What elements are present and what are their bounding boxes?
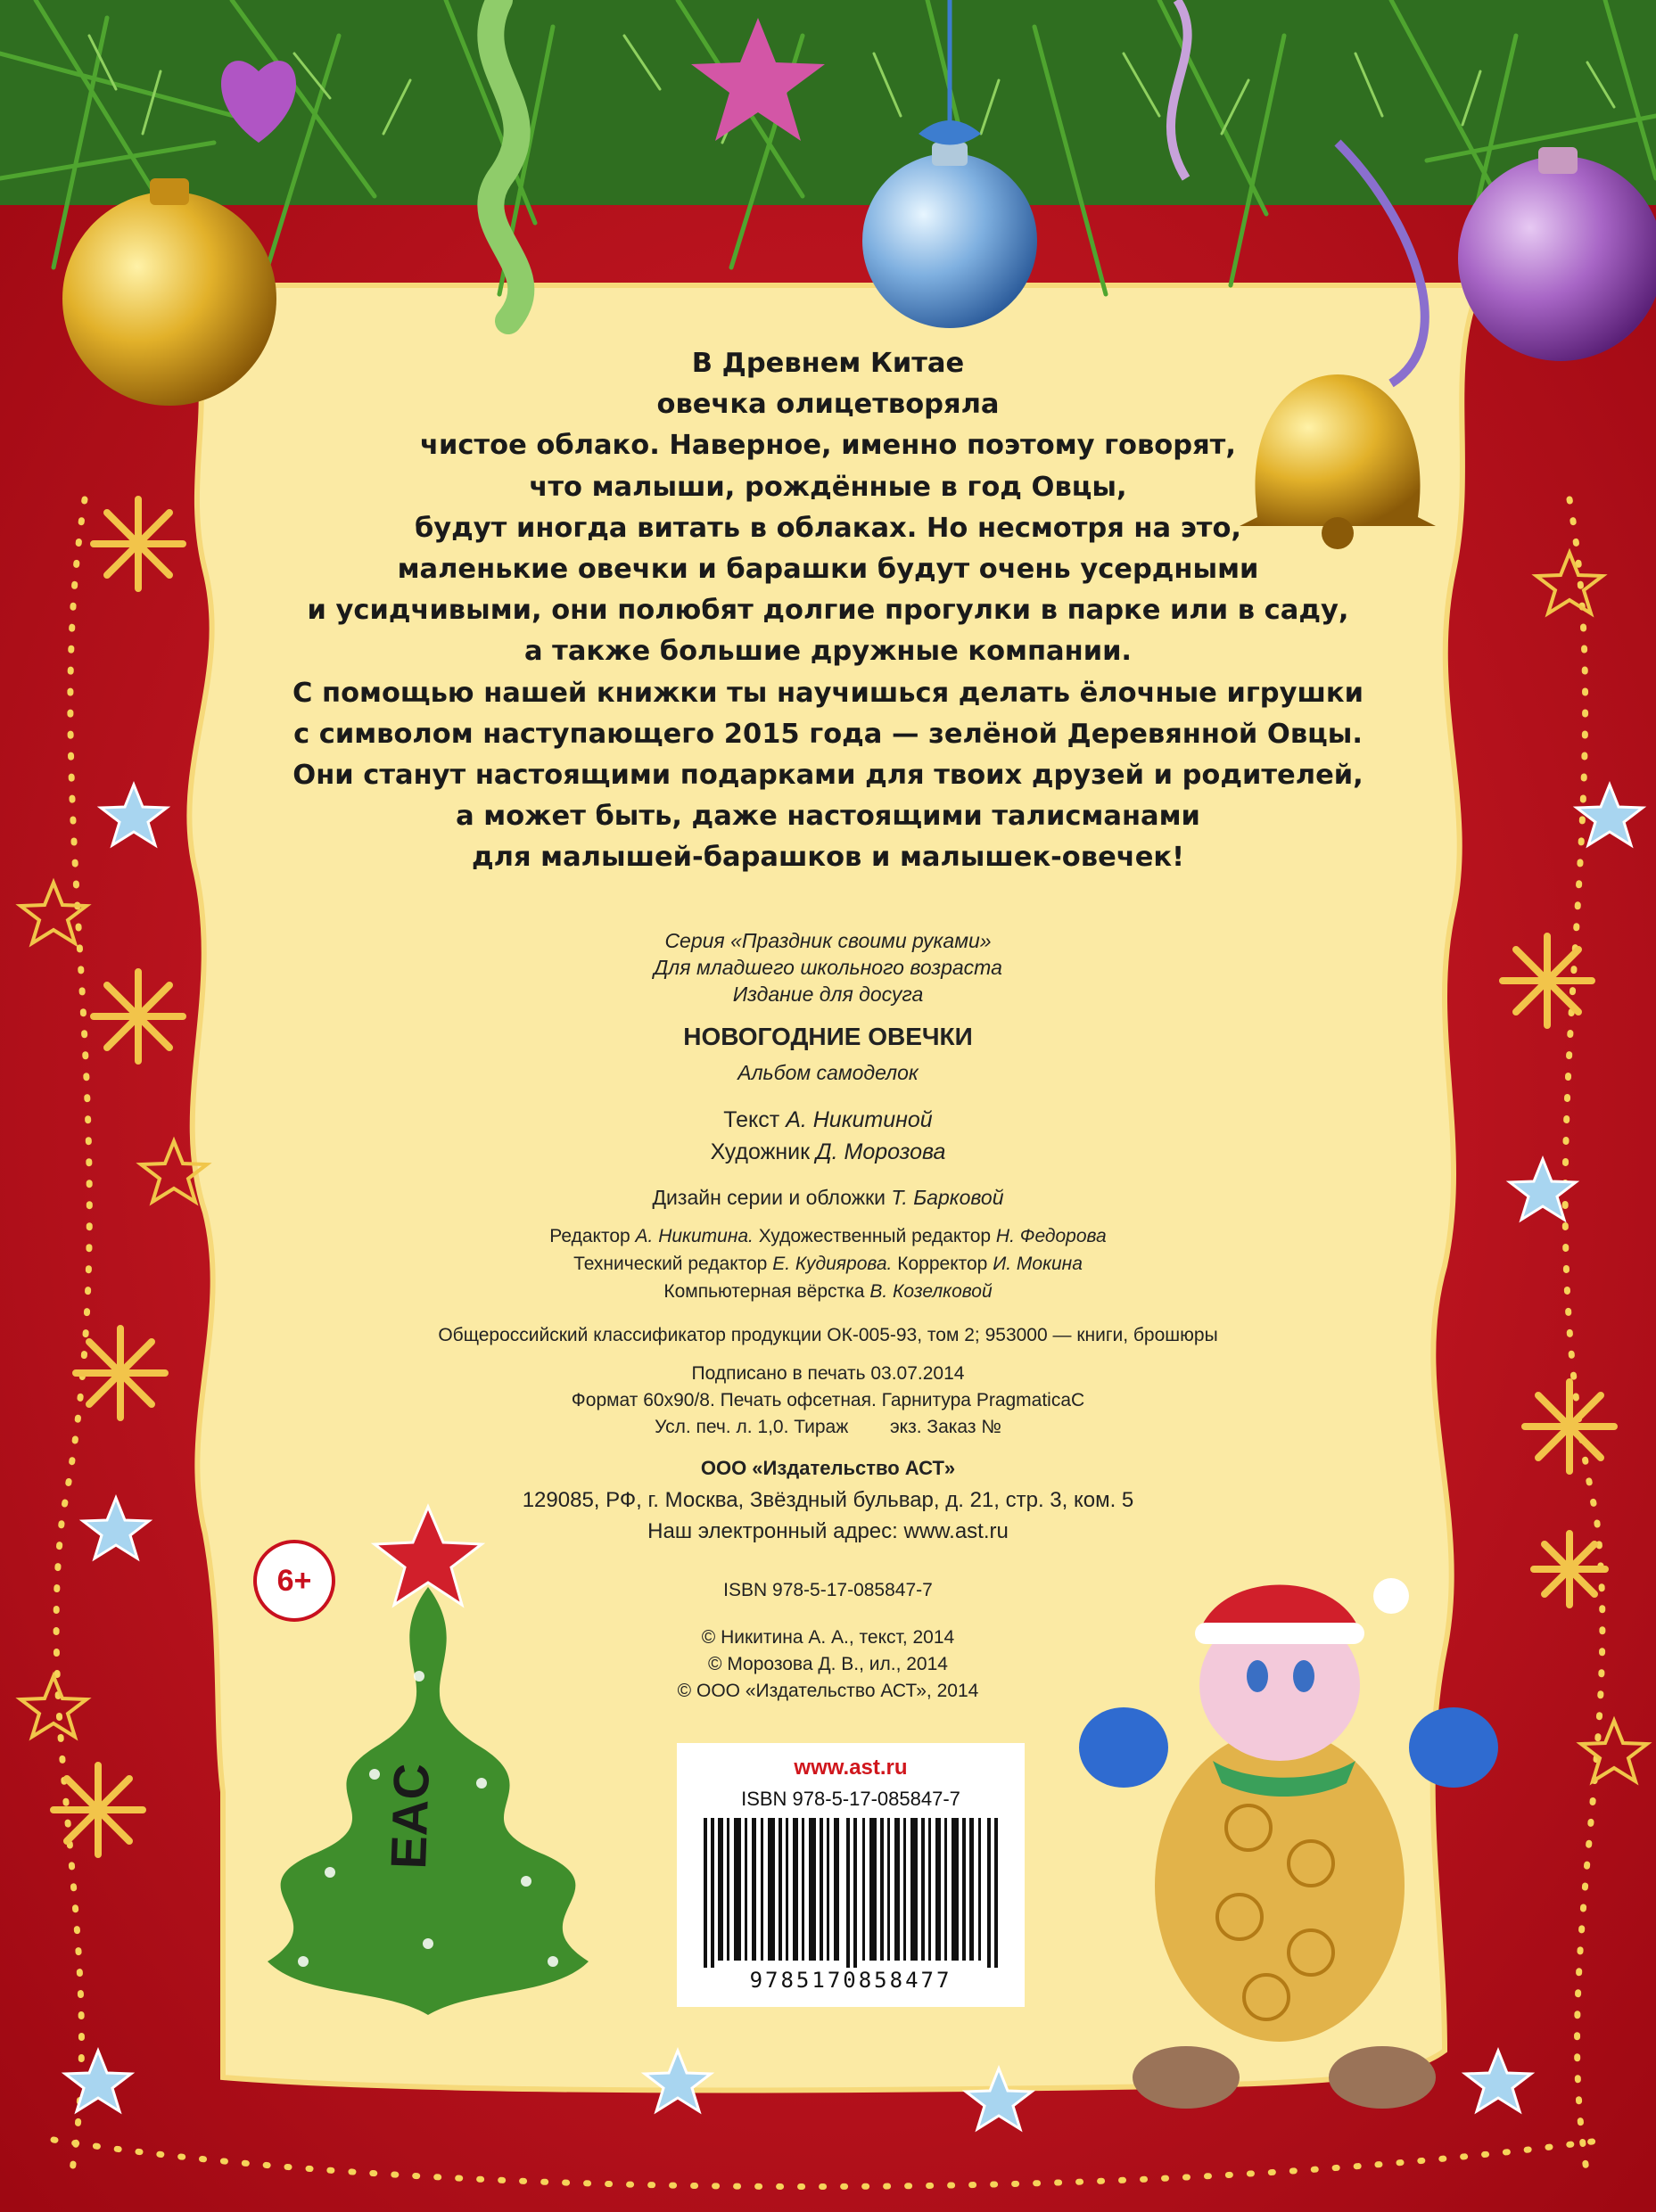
staff-name: И. Мокина (993, 1254, 1083, 1274)
barcode-isbn: ISBN 978-5-17-085847-7 (741, 1788, 960, 1810)
edition-type-line: Издание для досуга (732, 983, 924, 1006)
staff-line-3 (0, 1279, 1656, 1304)
staff-label: Художественный редактор (758, 1226, 992, 1246)
barcode-panel (677, 1743, 1025, 2007)
staff-line-1 (0, 1224, 1656, 1249)
credit-design (0, 1184, 1656, 1211)
credit-text (0, 1106, 1656, 1134)
print-format: Формат 60x90/8. Печать офсетная. Гарнитура PragmaticaC (571, 1390, 1085, 1410)
staff-label: Редактор (549, 1226, 630, 1246)
credit-name: Д. Морозова (816, 1139, 946, 1164)
classifier-line: Общероссийский классификатор продукции ОК-005-93, том 2; 953000 — книги, брошюры (438, 1325, 1218, 1345)
staff-label: Технический редактор (573, 1254, 768, 1274)
intro-line: с символом наступающего 2015 года — зелёной Деревянной Овцы. (293, 718, 1363, 750)
staff-name: А. Никитина. (635, 1226, 754, 1246)
intro-line: Они станут настоящими подарками для твоих друзей и родителей, (292, 760, 1364, 792)
intro-line: чистое облако. Наверное, именно поэтому говорят, (420, 430, 1236, 462)
barcode-digits: 9785170858477 (677, 1968, 1025, 1993)
series-line: Серия «Праздник своими руками» (664, 929, 992, 952)
copyright-line: © ООО «Издательство АСТ», 2014 (677, 1681, 979, 1701)
credit-name: Т. Барковой (891, 1186, 1004, 1209)
intro-line: и усидчивыми, они полюбят долгие прогулки в парке или в саду, (307, 595, 1349, 627)
credit-name: А. Никитиной (786, 1107, 933, 1132)
intro-text (0, 343, 1656, 879)
book-title: НОВОГОДНИЕ ОВЕЧКИ (683, 1023, 973, 1050)
staff-name: Н. Федорова (995, 1226, 1107, 1246)
staff-line-2 (0, 1252, 1656, 1277)
eac-mark: EAC (379, 1762, 441, 1871)
barcode-bars (704, 1818, 998, 1971)
intro-line: что малыши, рождённые в год Овцы, (529, 471, 1127, 503)
staff-label: Компьютерная вёрстка (663, 1281, 865, 1302)
credit-label: Художник (710, 1139, 811, 1164)
credit-artist (0, 1138, 1656, 1166)
intro-line: С помощью нашей книжки ты научишься делать ёлочные игрушки (292, 677, 1364, 709)
book-subtitle: Альбом самоделок (737, 1061, 919, 1084)
isbn-line: ISBN 978-5-17-085847-7 (723, 1580, 933, 1600)
intro-line: овечка олицетворяла (656, 389, 1000, 421)
staff-name: В. Козелковой (869, 1281, 993, 1302)
intro-line: будут иногда витать в облаках. Но несмотря на это, (414, 512, 1242, 544)
credit-label: Дизайн серии и обложки (652, 1186, 886, 1209)
publisher-email: Наш электронный адрес: www.ast.ru (647, 1519, 1009, 1543)
print-signed: Подписано в печать 03.07.2014 (691, 1363, 965, 1384)
barcode-site: www.ast.ru (794, 1756, 908, 1780)
intro-line: маленькие овечки и барашки будут очень усердными (397, 554, 1259, 586)
publisher-name: ООО «Издательство АСТ» (700, 1457, 956, 1479)
staff-label: Корректор (897, 1254, 988, 1274)
publisher-address: 129085, РФ, г. Москва, Звёздный бульвар, д. 21, стр. 3, ком. 5 (522, 1488, 1134, 1512)
age-rating-badge: 6+ (253, 1540, 335, 1622)
intro-line: для малышей-барашков и малышек-овечек! (471, 842, 1184, 874)
age-group-line: Для младшего школьного возраста (654, 956, 1002, 979)
copyright-line: © Никитина А. А., текст, 2014 (701, 1627, 955, 1648)
staff-name: Е. Кудиярова. (772, 1254, 893, 1274)
print-volume: Усл. печ. л. 1,0. Тираж экз. Заказ № (655, 1417, 1001, 1437)
copyright-line: © Морозова Д. В., ил., 2014 (708, 1654, 948, 1674)
intro-line: а также большие дружные компании. (523, 636, 1133, 668)
credit-label: Текст (723, 1107, 780, 1132)
intro-line: В Древнем Китае (691, 348, 965, 379)
intro-line: а может быть, даже настоящими талисманами (456, 801, 1200, 833)
